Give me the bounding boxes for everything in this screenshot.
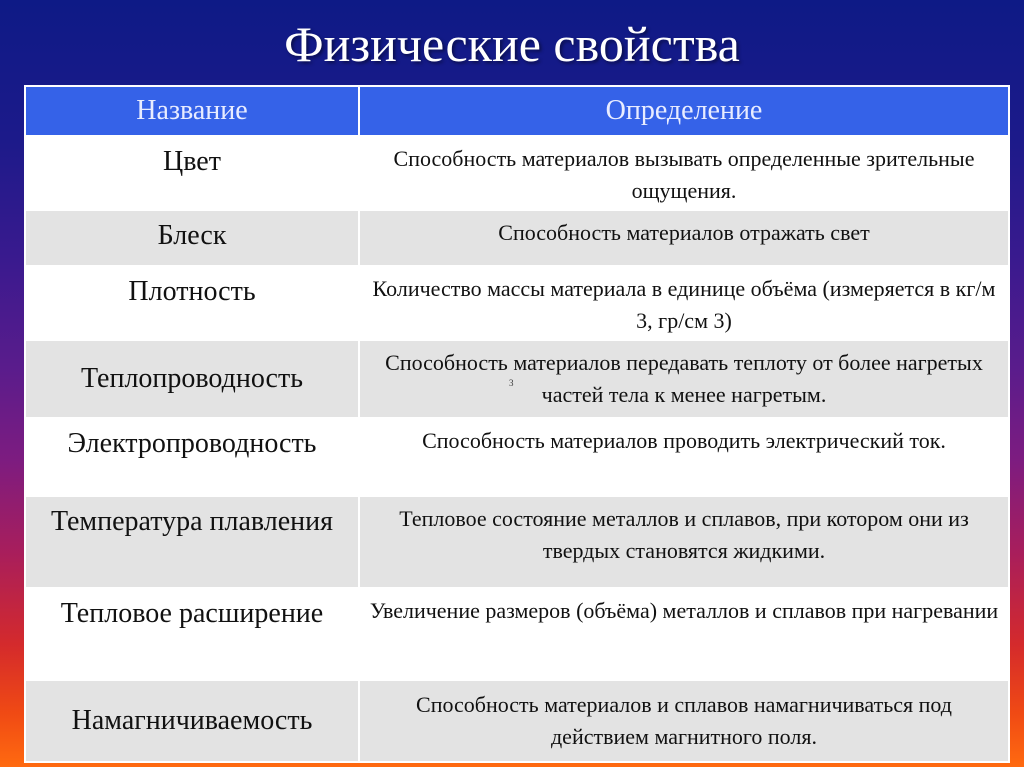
table-row [25,340,1009,418]
table-row [25,136,1009,210]
slide-title: Физические свойства [284,16,740,72]
property-name: Намагничиваемость [25,680,359,762]
property-definition: Количество массы материала в единице объёма (измеряется в кг/м 3, гр/см 3) [359,266,1009,340]
property-definition: Увеличение размеров (объёма) металлов и сплавов при нагревании [359,588,1009,680]
stray-superscript-mark: 3 [509,378,514,388]
property-definition: Способность материалов вызывать определенные зрительные ощущения. [359,136,1009,210]
property-definition: Способность материалов и сплавов намагничиваться под действием магнитного поля. [359,680,1009,762]
table-row [25,418,1009,496]
table-header-row [25,86,1009,136]
property-name: Электропроводность [25,418,359,496]
properties-table [24,85,1010,763]
column-header-definition: Определение [359,86,1009,136]
table-row [25,680,1009,762]
property-name: Цвет [25,136,359,210]
property-definition: Тепловое состояние металлов и сплавов, при котором они из твердых становятся жидкими. [359,496,1009,588]
column-header-name: Название [25,86,359,136]
property-name: Блеск [25,210,359,266]
property-name: Плотность [25,266,359,340]
property-name: Температура плавления [25,496,359,588]
table-row [25,266,1009,340]
table-row [25,210,1009,266]
property-name: Тепловое расширение [25,588,359,680]
property-definition: Способность материалов проводить электрический ток. [359,418,1009,496]
table-row [25,496,1009,588]
table-row [25,588,1009,680]
property-name: Теплопроводность [25,340,359,418]
property-definition: Способность материалов передавать теплоту от более нагретых частей тела к менее нагретым. [359,340,1009,418]
property-definition: Способность материалов отражать свет [359,210,1009,266]
